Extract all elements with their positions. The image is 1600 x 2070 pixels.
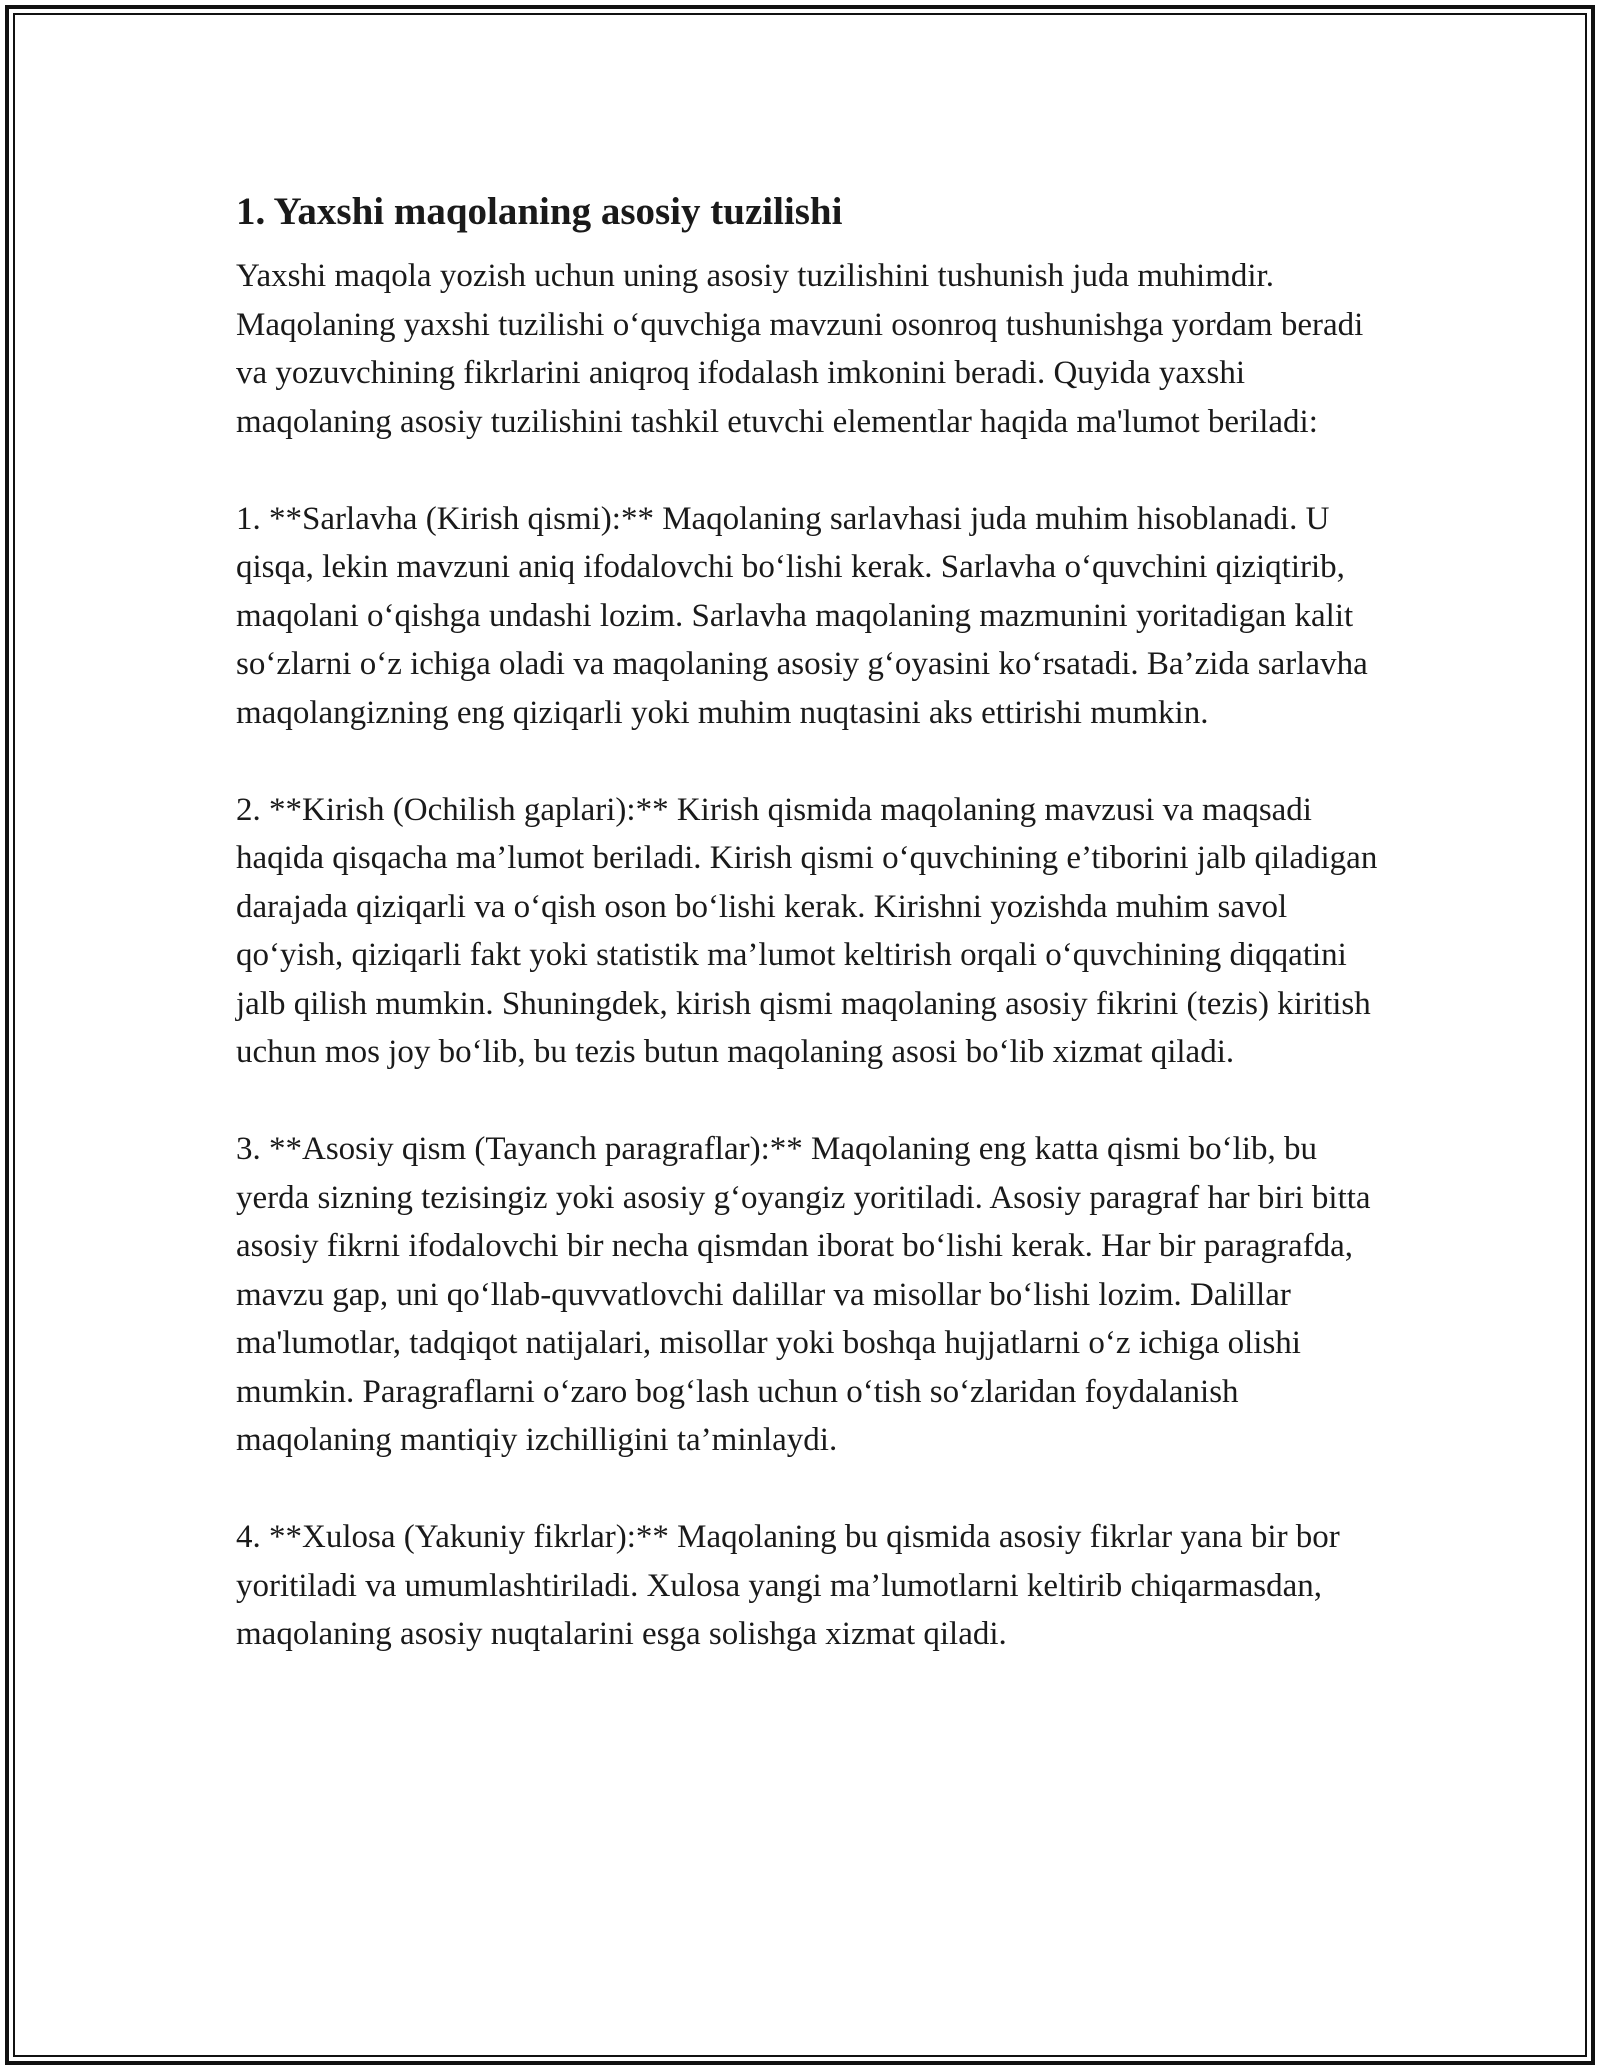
list-item-conclusion: 4. **Xulosa (Yakuniy fikrlar):** Maqolaning bu qismida asosiy fikrlar yana bir bor yoritiladi va umumlashtiriladi. Xulosa yangi ma’lumotlarni keltirib chiqarmasdan, maqolaning asosiy nuqtalarini esga solishga xizmat qiladi. bbox=[236, 1519, 1340, 1652]
list-item-title: 1. **Sarlavha (Kirish qismi):** Maqolaning sarlavhasi juda muhim hisoblanadi. U qisqa, lekin mavzuni aniq ifodalovchi bo‘lishi kerak. Sarlavha o‘quvchini qiziqtirib, maqolani o‘qishga undashi lozim. Sarlavha maqolaning mazmunini yoritadigan kalit so‘zlarni o‘z ichiga oladi va maqolaning asosiy g‘oyasini ko‘rsatadi. Ba’zida sarlavha maqolangizning eng qiziqarli yoki muhim nuqtasini aks ettirishi mumkin. bbox=[236, 500, 1368, 731]
list-item-introduction: 2. **Kirish (Ochilish gaplari):** Kirish qismida maqolaning mavzusi va maqsadi haqida qisqacha ma’lumot beriladi. Kirish qismi o‘quvchining e’tiborini jalb qiladigan darajada qiziqarli va o‘qish oson bo‘lishi kerak. Kirishni yozishda muhim savol qo‘yish, qiziqarli fakt yoki statistik ma’lumot keltirish orqali o‘quvchining diqqatini jalb qilish mumkin. Shuningdek, kirish qismi maqolaning asosiy fikrini (tezis) kiritish uchun mos joy bo‘lib, bu tezis butun maqolaning asosi bo‘lib xizmat qiladi. bbox=[236, 791, 1378, 1070]
section-heading: 1. Yaxshi maqolaning asosiy tuzilishi bbox=[236, 190, 843, 233]
list-item-main-body: 3. **Asosiy qism (Tayanch paragraflar):** Maqolaning eng katta qismi bo‘lib, bu yerda sizning tezisingiz yoki asosiy g‘oyangiz yoritiladi. Asosiy paragraf har biri bitta asosiy fikrni ifodalovchi bir necha qismdan iborat bo‘lishi kerak. Har bir paragrafda, mavzu gap, uni qo‘llab-quvvatlovchi dalillar va misollar bo‘lishi lozim. Dalillar ma'lumotlar, tadqiqot natijalari, misollar yoki boshqa hujjatlarni o‘z ichiga olishi mumkin. Paragraflarni o‘zaro bog‘lash uchun o‘tish so‘zlaridan foydalanish maqolaning mantiqiy izchilligini ta’minlaydi. bbox=[236, 1131, 1371, 1458]
document-body bbox=[236, 186, 1386, 1707]
intro-paragraph: Yaxshi maqola yozish uchun uning asosiy tuzilishini tushunish juda muhimdir. Maqolaning yaxshi tuzilishi o‘quvchiga mavzuni osonroq tushunishga yordam beradi va yozuvchining fikrlarini aniqroq ifodalash imkonini beradi. Quyida yaxshi maqolaning asosiy tuzilishini tashkil etuvchi elementlar haqida ma'lumot beriladi: bbox=[236, 258, 1364, 440]
